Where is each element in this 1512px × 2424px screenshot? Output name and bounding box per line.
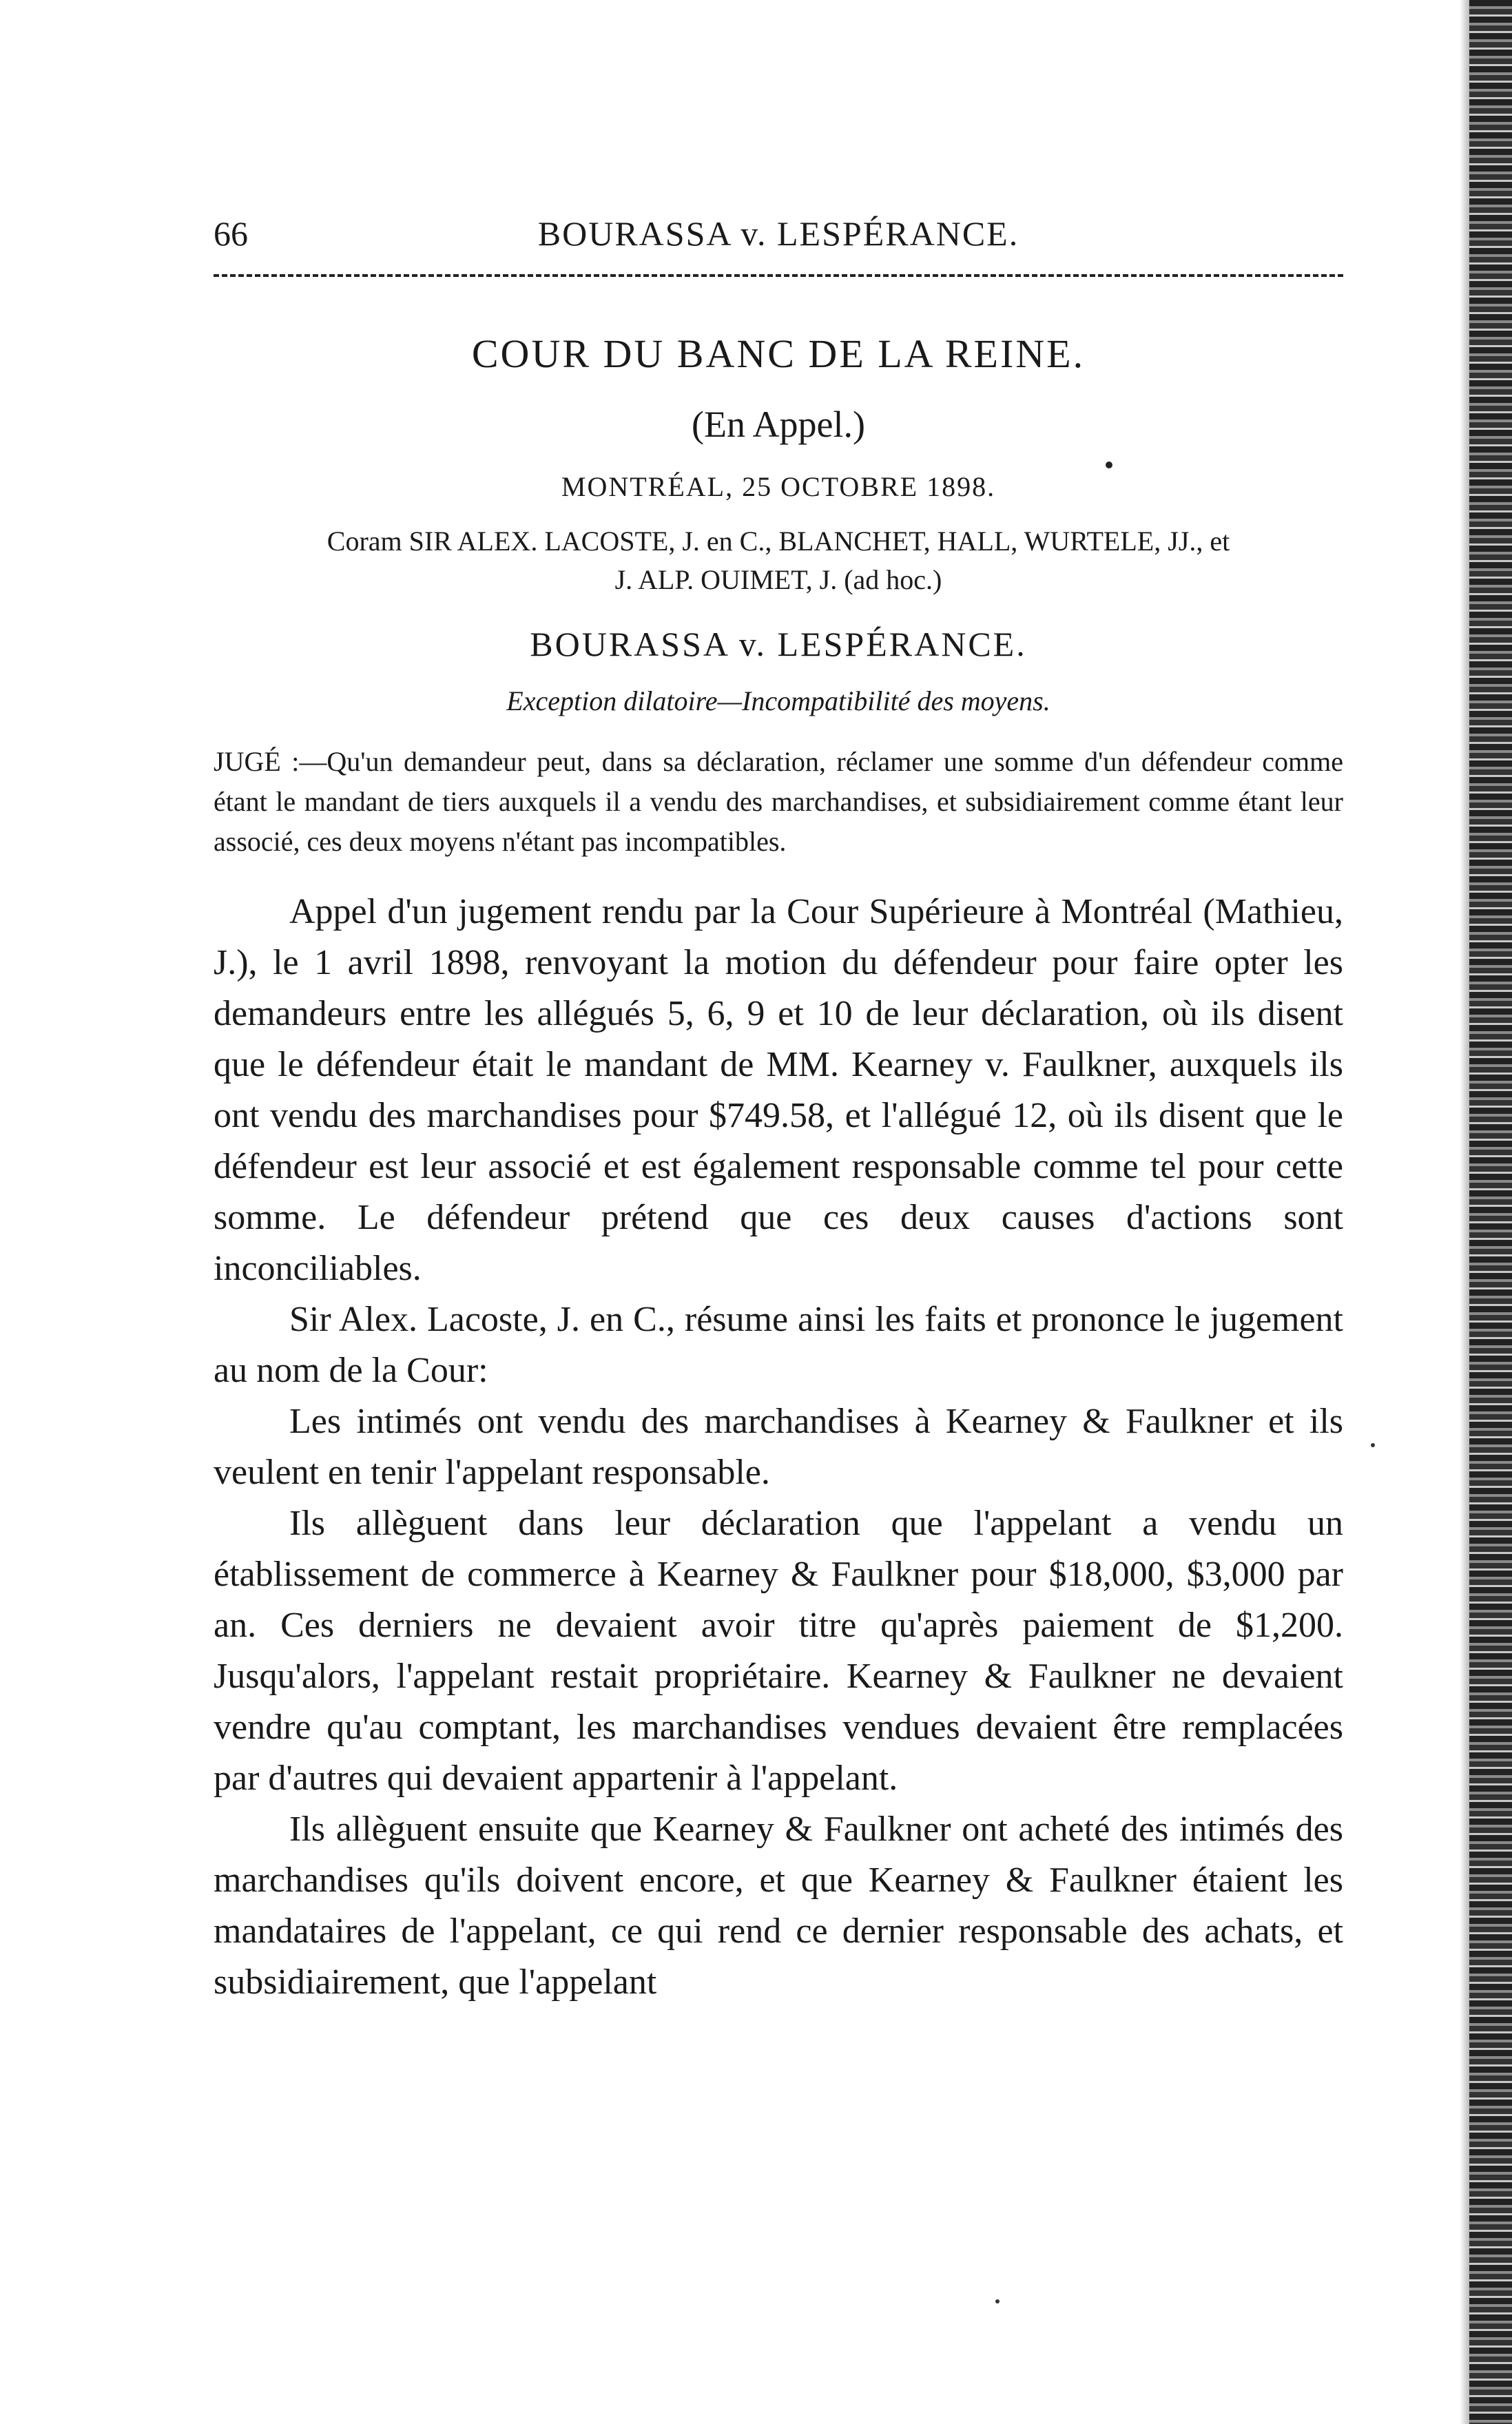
paragraph: Ils allèguent dans leur déclaration que l'appelant a vendu un établissement de commerce à Kearney & Faulkner pour $18,000, $3,000 par an. Ces derniers ne devaient avoir titre qu'après paiement de $1,200. Jusqu'alors, l'appelant restait propriétaire. Kearney & Faulkner ne devaient vendre qu'au comptant, les marchandises vendues devaient être remplacées par d'autres qui devaient appartenir à l'appelant. bbox=[214, 1504, 1343, 1798]
page-edge-shadow bbox=[1460, 0, 1469, 2424]
case-date: MONTRÉAL, 25 OCTOBRE 1898. bbox=[561, 471, 996, 502]
header-rule bbox=[214, 274, 1343, 277]
paragraph: Sir Alex. Lacoste, J. en C., résume ainsi les faits et prononce le jugement au nom de la Cour: bbox=[214, 1300, 1343, 1390]
scanned-page-edge bbox=[1469, 0, 1512, 2424]
court-heading: COUR DU BANC DE LA REINE. bbox=[471, 331, 1086, 376]
ink-speck bbox=[1371, 1443, 1375, 1447]
case-subject: Exception dilatoire—Incompatibilité des moyens. bbox=[506, 685, 1050, 716]
case-name: BOURASSA v. LESPÉRANCE. bbox=[530, 625, 1027, 663]
paragraph: Les intimés ont vendu des marchandises à Kearney & Faulkner et ils veulent en tenir l'appelant responsable. bbox=[214, 1402, 1343, 1492]
appeal-heading: (En Appel.) bbox=[692, 404, 865, 445]
ink-speck bbox=[995, 2299, 1000, 2303]
judgment-body bbox=[214, 887, 1343, 2008]
coram-line-2: J. ALP. OUIMET, J. (ad hoc.) bbox=[614, 564, 942, 595]
coram-line-1: Coram SIR ALEX. LACOSTE, J. en C., BLANCHET, HALL, WURTELE, JJ., et bbox=[327, 526, 1230, 557]
page-header bbox=[214, 207, 1343, 262]
document-page bbox=[214, 207, 1343, 2008]
page-number: 66 bbox=[214, 214, 248, 253]
coram-block bbox=[214, 522, 1343, 599]
headnote: JUGÉ :—Qu'un demandeur peut, dans sa déclaration, réclamer une somme d'un défendeur comme étant le mandant de tiers auxquels il a vendu des marchandises, et subsidiairement comme étant leur associé, ces deux moyens n'étant pas incompatibles. bbox=[214, 746, 1343, 857]
running-title: BOURASSA v. LESPÉRANCE. bbox=[537, 214, 1019, 253]
paragraph: Ils allèguent ensuite que Kearney & Faulkner ont acheté des intimés des marchandises qu'ils doivent encore, et que Kearney & Faulkner étaient les mandataires de l'appelant, ce qui rend ce dernier responsable des achats, et subsidiairement, que l'appelant bbox=[214, 1810, 1343, 2002]
paragraph: Appel d'un jugement rendu par la Cour Supérieure à Montréal (Mathieu, J.), le 1 avril 1898, renvoyant la motion du défendeur pour faire opter les demandeurs entre les allégués 5, 6, 9 et 10 de leur déclaration, où ils disent que le défendeur était le mandant de MM. Kearney v. Faulkner, auxquels ils ont vendu des marchandises pour $749.58, et l'allégué 12, où ils disent que le défendeur est leur associé et est également responsable comme tel pour cette somme. Le défendeur prétend que ces deux causes d'actions sont inconciliables. bbox=[214, 892, 1343, 1288]
